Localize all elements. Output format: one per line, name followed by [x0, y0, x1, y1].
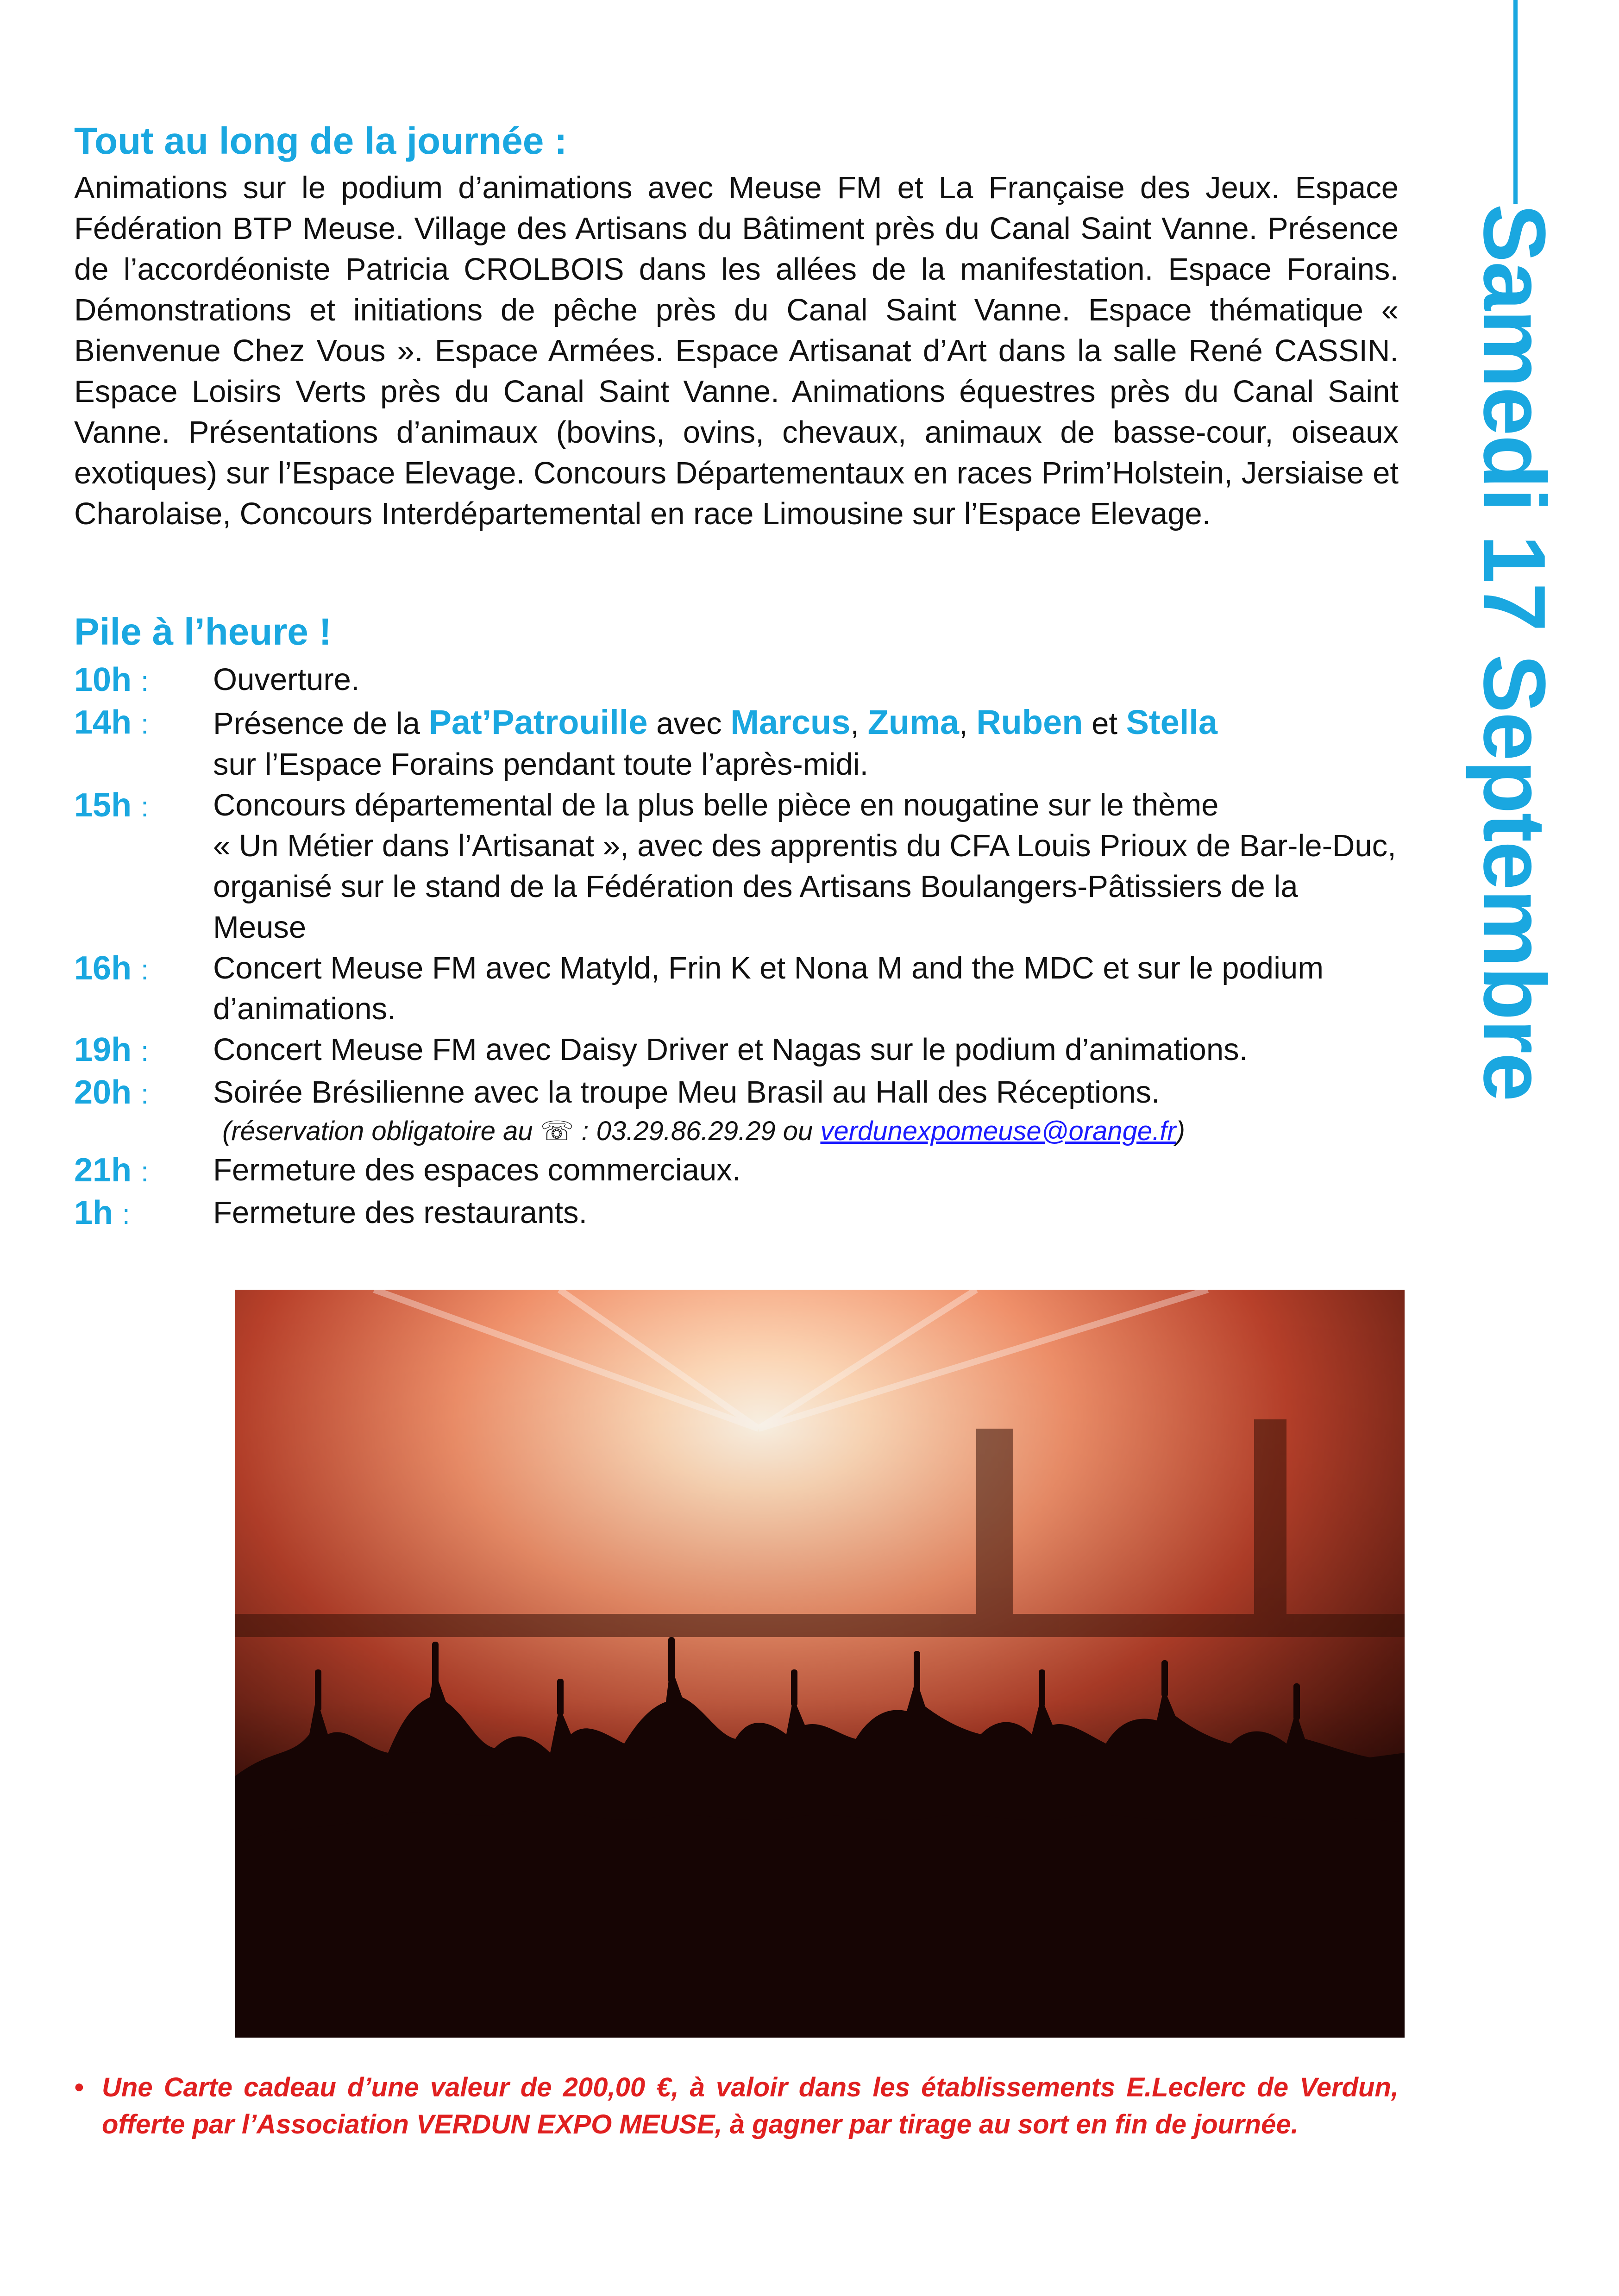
- promo-note: • Une Carte cadeau d’une valeur de 200,00 €, à valoir dans les établissements E.Leclerc de Verdun, offerte par l’Association VERDUN EXPO MEUSE, à gagner par tirage au sort en fin de journée.: [74, 2069, 1399, 2143]
- schedule-time: 1h: [74, 1194, 113, 1231]
- schedule-list: [74, 659, 1399, 1235]
- schedule-text: Ouverture.: [213, 662, 360, 697]
- vertical-rule: [1513, 0, 1518, 204]
- schedule-item: 20h : Soirée Brésilienne avec la troupe Meu Brasil au Hall des Réceptions. (réservation obligatoire au ☏ : 03.29.86.29.29 ou verdunexpomeuse@orange.fr): [74, 1072, 1399, 1150]
- highlight-name: Marcus: [730, 703, 851, 741]
- highlight-name: Stella: [1126, 703, 1218, 741]
- schedule-item: 21h : Fermeture des espaces commerciaux.: [74, 1150, 1399, 1192]
- schedule-text: Concours départemental de la plus belle pièce en nougatine sur le thème « Un Métier dans l’Artisanat », avec des apprentis du CFA Louis Prioux de Bar-le-Duc, organisé sur le stand de la Fédération des Artisans Boulangers-Pâtissiers de la Meuse: [213, 788, 1396, 945]
- schedule-time: 20h: [74, 1074, 132, 1111]
- schedule-text: Fermeture des restaurants.: [213, 1195, 588, 1230]
- section-heading-schedule: Pile à l’heure !: [74, 611, 332, 653]
- schedule-text: Concert Meuse FM avec Matyld, Frin K et Nona M and the MDC et sur le podium d’animations.: [213, 951, 1324, 1026]
- concert-crowd-photo: [235, 1290, 1405, 2038]
- schedule-item: 15h : Concours départemental de la plus belle pièce en nougatine sur le thème « Un Métier dans l’Artisanat », avec des apprentis du CFA Louis Prioux de Bar-le-Duc, organisé sur le stand de la Fédération des Artisans Boulangers-Pâtissiers de la Meuse: [74, 785, 1399, 948]
- schedule-item: 16h : Concert Meuse FM avec Matyld, Frin K et Nona M and the MDC et sur le podium d’animations.: [74, 948, 1399, 1029]
- bullet: •: [74, 2072, 84, 2102]
- phone-icon: ☏: [540, 1116, 574, 1146]
- schedule-text: Concert Meuse FM avec Daisy Driver et Nagas sur le podium d’animations.: [213, 1032, 1248, 1067]
- email-link[interactable]: verdunexpomeuse@orange.fr: [820, 1116, 1176, 1146]
- schedule-text: Fermeture des espaces commerciaux.: [213, 1153, 741, 1187]
- schedule-text: Présence de la Pat’Patrouille avec Marcus, Zuma, Ruben et Stella sur l’Espace Forains pendant toute l’après-midi.: [213, 703, 1218, 782]
- reservation-note: (réservation obligatoire au ☏ : 03.29.86.29.29 ou verdunexpomeuse@orange.fr): [222, 1116, 1185, 1146]
- section-heading-all-day: Tout au long de la journée :: [74, 120, 567, 162]
- highlight-pat-patrouille: Pat’Patrouille: [428, 703, 648, 741]
- schedule-text: Soirée Brésilienne avec la troupe Meu Brasil au Hall des Réceptions.: [213, 1075, 1160, 1110]
- schedule-time: 21h: [74, 1152, 132, 1189]
- side-title: Samedi 17 Septembre: [1465, 204, 1563, 1101]
- schedule-time: 19h: [74, 1031, 132, 1068]
- all-day-description: Animations sur le podium d’animations avec Meuse FM et La Française des Jeux. Espace Fédération BTP Meuse. Village des Artisans du Bâtiment près du Canal Saint Vanne. Présence de l’accordéoniste Patricia CROLBOIS dans les allées de la manifestation. Espace Forains. Démonstrations et initiations de pêche près du Canal Saint Vanne. Espace thématique « Bienvenue Chez Vous ». Espace Armées. Espace Artisanat d’Art dans la salle René CASSIN. Espace Loisirs Verts près du Canal Saint Vanne. Animations équestres près du Canal Saint Vanne. Présentations d’animaux (bovins, ovins, chevaux, animaux de basse-cour, oiseaux exotiques) sur l’Espace Elevage. Concours Départementaux en races Prim’Holstein, Jersiaise et Charolaise, Concours Interdépartemental en race Limousine sur l’Espace Elevage.: [74, 170, 1399, 531]
- schedule-time: 16h: [74, 950, 132, 987]
- schedule-item: 1h : Fermeture des restaurants.: [74, 1192, 1399, 1235]
- highlight-name: Ruben: [976, 703, 1083, 741]
- schedule-item: 19h : Concert Meuse FM avec Daisy Driver et Nagas sur le podium d’animations.: [74, 1029, 1399, 1072]
- schedule-time: 10h: [74, 661, 132, 698]
- schedule-item: 14h : Présence de la Pat’Patrouille avec Marcus, Zuma, Ruben et Stella sur l’Espace Forains pendant toute l’après-midi.: [74, 702, 1399, 785]
- schedule-time: 15h: [74, 787, 132, 824]
- schedule-item: 10h : Ouverture.: [74, 659, 1399, 702]
- highlight-name: Zuma: [867, 703, 959, 741]
- schedule-time: 14h: [74, 704, 132, 741]
